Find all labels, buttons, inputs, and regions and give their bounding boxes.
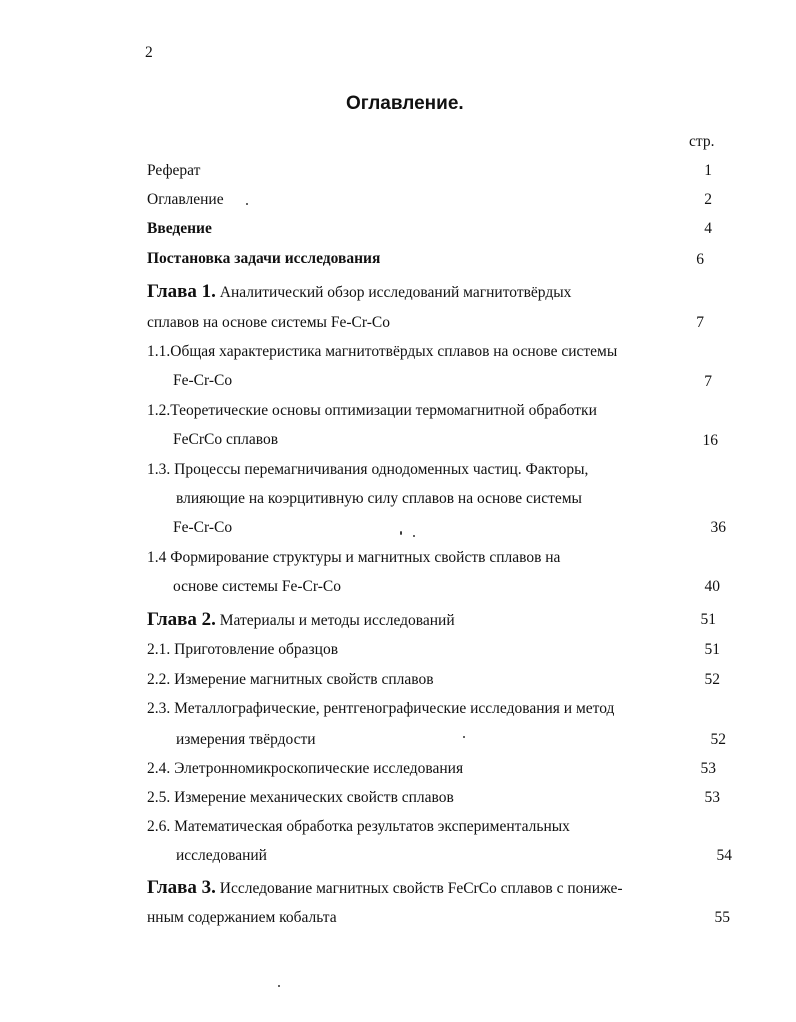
toc-entry-page: 52 (704, 671, 720, 688)
toc-entry-page: 53 (704, 789, 720, 806)
toc-chapter-line (147, 281, 571, 303)
toc-entry-text: измерения твёрдости (176, 731, 316, 748)
toc-entry-page: 51 (704, 641, 720, 658)
toc-entry-page: 36 (710, 519, 726, 536)
page-column-label: стр. (689, 133, 715, 150)
toc-entry-page: 7 (704, 373, 712, 390)
toc-entry-text: Реферат (147, 162, 201, 179)
toc-entry-text: Введение (147, 220, 212, 237)
toc-entry-text: 2.4. Элетронномикроскопические исследования (147, 760, 464, 777)
toc-entry-text: нным содержанием кобальта (147, 909, 337, 926)
scan-speck (413, 535, 415, 537)
toc-entry-text: 2.2. Измерение магнитных свойств сплавов (147, 671, 434, 688)
toc-entry-text: 2.5. Измерение механических свойств сплавов (147, 789, 454, 806)
toc-entry-text: 1.4 Формирование структуры и магнитных свойств сплавов на (147, 549, 561, 566)
toc-entry-text: Fe-Cr-Co (173, 372, 233, 389)
toc-entry-page: 1 (704, 162, 712, 179)
toc-entry-page: 55 (714, 909, 730, 926)
toc-entry-text: 1.1.Общая характеристика магнитотвёрдых сплавов на основе системы (147, 343, 618, 360)
chapter-label: Глава 3. (147, 877, 216, 898)
chapter-title: Аналитический обзор исследований магнитотвёрдых (219, 284, 572, 301)
chapter-title: Материалы и методы исследований (219, 612, 455, 629)
toc-entry-text: Постановка задачи исследования (147, 250, 381, 267)
toc-entry-text: 2.1. Приготовление образцов (147, 641, 339, 658)
toc-entry-text: влияющие на коэрцитивную силу сплавов на основе системы (176, 490, 582, 507)
toc-entry-page: 54 (716, 847, 732, 864)
toc-entry-text: 1.3. Процессы перемагничивания однодоменных частиц. Факторы, (147, 461, 589, 478)
page-number: 2 (145, 44, 153, 61)
toc-entry-page: 2 (704, 191, 712, 208)
toc-entry-text: 2.6. Математическая обработка результатов экспериментальных (147, 818, 570, 835)
toc-entry-page: 6 (696, 251, 704, 268)
scan-speck (400, 531, 402, 535)
toc-entry-text: 1.2.Теоретические основы оптимизации термомагнитной обработки (147, 402, 597, 419)
scan-speck (246, 203, 248, 205)
toc-entry-page: 53 (700, 760, 716, 777)
toc-chapter-line (147, 877, 623, 899)
toc-entry-text: сплавов на основе системы Fe-Cr-Co (147, 314, 390, 331)
toc-entry-page: 51 (700, 611, 716, 628)
toc-entry-page: 7 (696, 314, 704, 331)
toc-entry-text: исследований (176, 847, 267, 864)
toc-entry-page: 4 (704, 220, 712, 237)
scan-speck (463, 736, 465, 738)
toc-chapter-line (147, 609, 455, 631)
toc-entry-text: Оглавление (147, 191, 224, 208)
toc-entry-text: Fe-Cr-Co (173, 519, 233, 536)
page-title: Оглавление. (346, 93, 464, 114)
chapter-label: Глава 2. (147, 609, 216, 630)
toc-entry-text: FeCrCo сплавов (173, 431, 279, 448)
scan-speck (278, 985, 280, 987)
toc-entry-text: 2.3. Металлографические, рентгенографические исследования и метод (147, 700, 615, 717)
chapter-label: Глава 1. (147, 281, 216, 302)
toc-entry-page: 40 (704, 578, 720, 595)
toc-entry-page: 52 (710, 731, 726, 748)
toc-entry-text: основе системы Fe-Cr-Co (173, 578, 341, 595)
chapter-title: Исследование магнитных свойств FeCrCo сплавов с пониже- (219, 880, 623, 897)
toc-entry-page: 16 (702, 432, 718, 449)
